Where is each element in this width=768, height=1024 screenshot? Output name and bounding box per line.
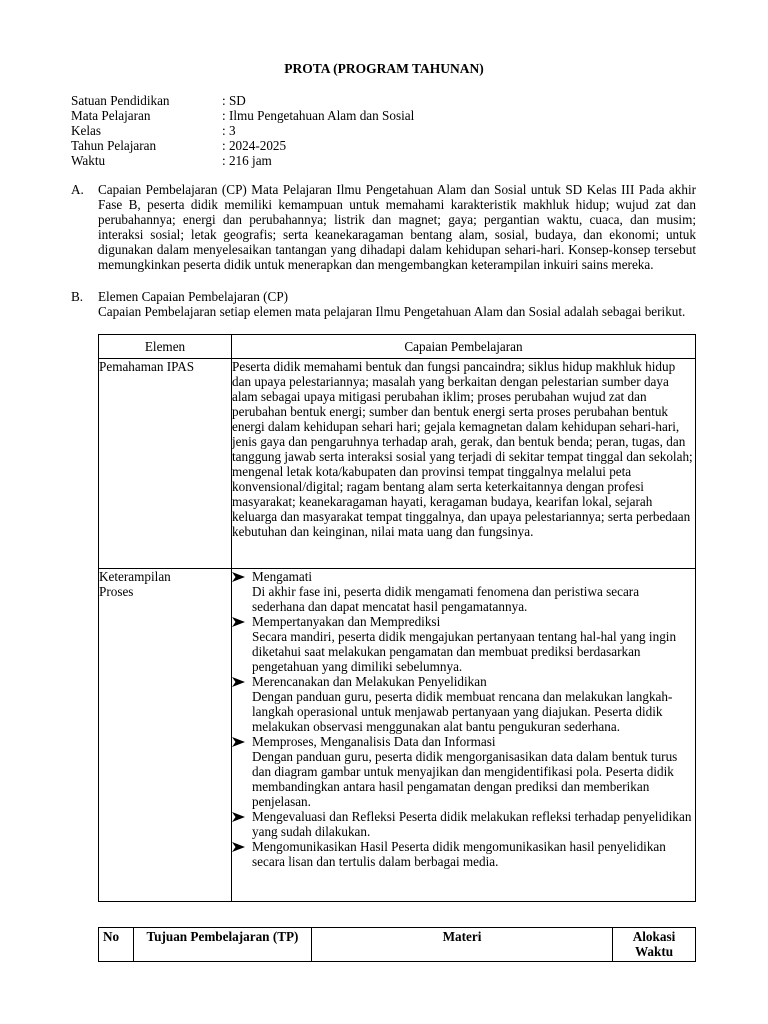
section-a-letter: A. (71, 182, 84, 197)
list-item (232, 674, 695, 689)
info-value-mapel: : Ilmu Pengetahuan Alam dan Sosial (222, 108, 415, 123)
bullet-title: Memproses, Menganalisis Data dan Informasi (252, 734, 496, 749)
bullet-body: Dengan panduan guru, peserta didik membuat rencana dan melakukan langkah-langkah operasional untuk menjawab pertanyaan yang diajukan. Peserta didik melakukan observasi menggunakan alat bantu pengukuran sederhana. (252, 689, 673, 734)
header-no: No (99, 928, 134, 962)
header-capaian: Capaian Pembelajaran (232, 335, 696, 359)
list-item (232, 569, 695, 584)
elemen-line: Proses (99, 584, 134, 599)
arrow-bullet-icon (232, 674, 246, 689)
info-label-mapel: Mata Pelajaran (71, 108, 151, 123)
info-value-kelas: : 3 (222, 123, 236, 138)
tp-table-header-row (99, 928, 696, 962)
cell-elemen-pemahaman: Pemahaman IPAS (99, 359, 232, 569)
info-label-tahun: Tahun Pelajaran (71, 138, 157, 153)
bullet-title: Mengomunikasikan Hasil Peserta didik mengomunikasikan hasil penyelidikan secara lisan dan tertulis dalam berbagai media. (252, 839, 666, 869)
tp-table (98, 927, 696, 962)
document-title: PROTA (PROGRAM TAHUNAN) (284, 61, 484, 76)
cell-capaian-keterampilan (232, 569, 696, 902)
cp-table-header-row (99, 335, 696, 359)
header-alokasi: Alokasi Waktu (613, 928, 696, 962)
info-value-waktu: : 216 jam (222, 153, 272, 168)
header-tujuan: Tujuan Pembelajaran (TP) (134, 928, 312, 962)
arrow-bullet-icon (232, 839, 246, 854)
cell-elemen-keterampilan (99, 569, 232, 902)
header-elemen: Elemen (99, 335, 232, 359)
cp-table (98, 334, 696, 902)
arrow-bullet-icon (232, 734, 246, 749)
section-b-intro: Capaian Pembelajaran setiap elemen mata pelajaran Ilmu Pengetahuan Alam dan Sosial adalah sebagai berikut. (98, 304, 686, 319)
info-value-satuan: : SD (222, 93, 246, 108)
list-item (232, 839, 695, 869)
info-label-satuan: Satuan Pendidikan (71, 93, 170, 108)
list-item (232, 614, 695, 629)
section-b-letter: B. (71, 289, 84, 304)
bullet-body: Di akhir fase ini, peserta didik mengamati fenomena dan peristiwa secara sederhana dan dapat mencatat hasil pengamatannya. (252, 584, 640, 614)
bullet-title: Mengevaluasi dan Refleksi Peserta didik melakukan refleksi terhadap penyelidikan yang sudah dilakukan. (252, 809, 692, 839)
elemen-line: Keterampilan (99, 569, 171, 584)
bullet-body: Dengan panduan guru, peserta didik mengorganisasikan data dalam bentuk turus dan diagram gambar untuk menyajikan dan mengidentifikasi pola. Peserta didik membandingkan antara hasil pengamatan dengan prediksi dan memberikan penjelasan. (252, 749, 678, 809)
header-materi: Materi (312, 928, 613, 962)
section-b-title: Elemen Capaian Pembelajaran (CP) (98, 289, 289, 304)
table-row (99, 359, 696, 569)
cell-capaian-pemahaman: Peserta didik memahami bentuk dan fungsi pancaindra; siklus hidup makhluk hidup dan upaya pelestariannya; masalah yang berkaitan dengan pelestarian sumber daya alam sebagai upaya mitigasi perubahan iklim; proses perubahan wujud zat dan perubahan bentuk energi; sumber dan bentuk energi serta proses perubahan bentuk energi dalam kehidupan sehari hari; gejala kemagnetan dalam kehidupan sehari-hari, jenis gaya dan pengaruhnya terhadap arah, gerak, dan bentuk benda; peran, tugas, dan tanggung jawab serta interaksi sosial yang terjadi di sekitar tempat tinggal dan sekolah; mengenal letak kota/kabupaten dan provinsi tempat tinggalnya melalui peta konvensional/digital; ragam bentang alam serta keterkaitannya dengan profesi masyarakat; keanekaragaman hayati, keragaman budaya, kearifan lokal, sejarah keluarga dan masyarakat tempat tinggalnya, dan upaya pelestariannya; serta perbedaan kebutuhan dan keinginan, nilai mata uang dan fungsinya. (232, 359, 696, 569)
info-label-waktu: Waktu (71, 153, 106, 168)
info-value-tahun: : 2024-2025 (222, 138, 287, 153)
arrow-bullet-icon (232, 809, 246, 824)
list-item (232, 809, 695, 839)
info-label-kelas: Kelas (71, 123, 102, 138)
bullet-title: Mempertanyakan dan Memprediksi (252, 614, 441, 629)
bullet-title: Mengamati (252, 569, 313, 584)
list-item (232, 734, 695, 749)
section-a-text: Capaian Pembelajaran (CP) Mata Pelajaran Ilmu Pengetahuan Alam dan Sosial untuk SD Kelas III Pada akhir Fase B, peserta didik memiliki kemampuan untuk memahami karakteristik makhluk hidup; wujud zat dan perubahannya; energi dan perubahannya; listrik dan magnet; gaya; pergantian waktu, cuaca, dan musim; interaksi sosial; letak geografis; serta keanekaragaman bentang alam, sosial, budaya, dan ekonomi; untuk digunakan dalam menyelesaikan tantangan yang dihadapi dalam kehidupan sehari-hari. Konsep-konsep tersebut memungkinkan peserta didik untuk menerapkan dan mengembangkan keterampilan inkuiri sains mereka. (98, 182, 696, 272)
bullet-body: Secara mandiri, peserta didik mengajukan pertanyaan tentang hal-hal yang ingin diketahui saat melakukan pengamatan dan membuat prediksi berdasarkan pengetahuan yang dimiliki sebelumnya. (252, 629, 677, 674)
arrow-bullet-icon (232, 569, 246, 584)
bullet-title: Merencanakan dan Melakukan Penyelidikan (252, 674, 487, 689)
table-row (99, 569, 696, 902)
arrow-bullet-icon (232, 614, 246, 629)
